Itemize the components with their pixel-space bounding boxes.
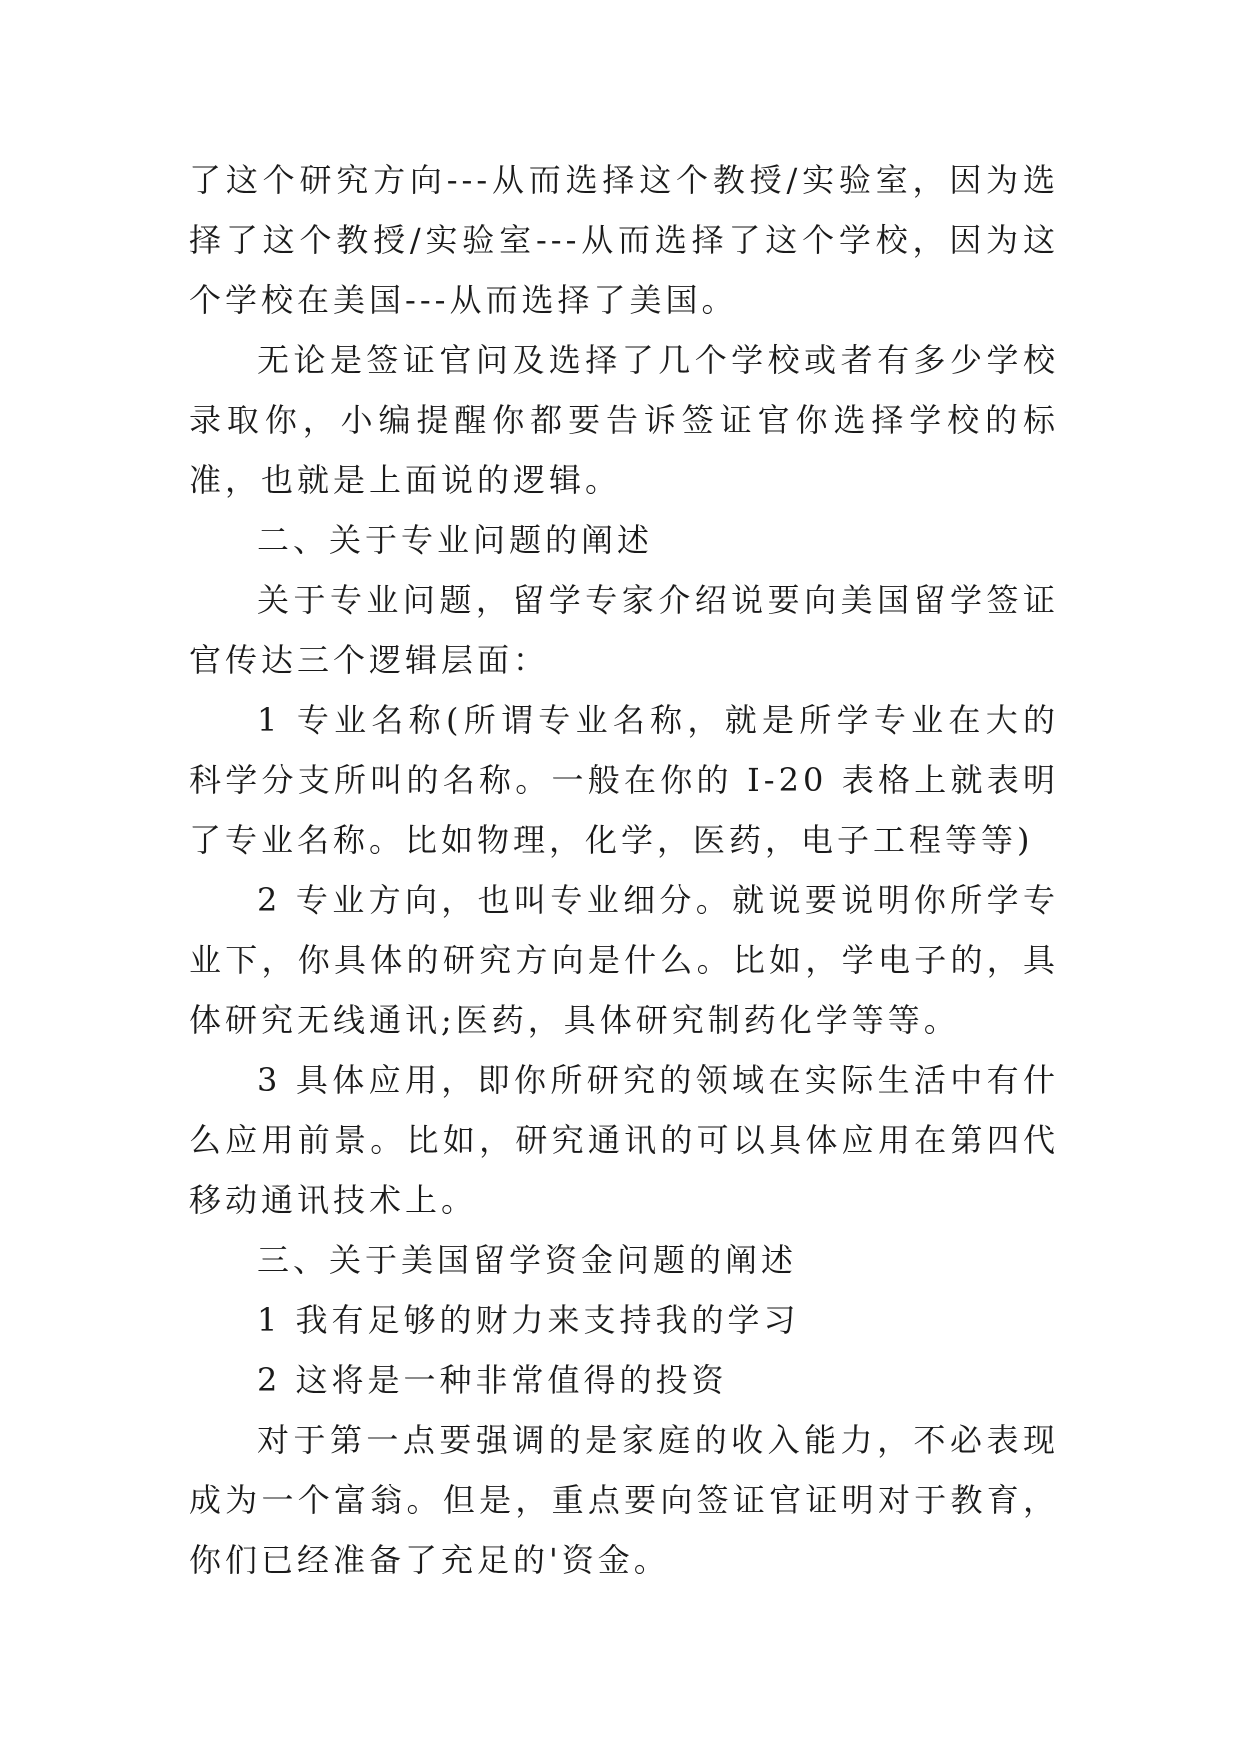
document-body (189, 150, 1059, 1590)
list-item-major-name: 1 专业名称(所谓专业名称，就是所学专业在大的科学分支所叫的名称。一般在你的 I-20 表格上就表明了专业名称。比如物理，化学，医药，电子工程等等) (189, 701, 1059, 859)
list-item-application: 3 具体应用，即你所研究的领域在实际生活中有什么应用前景。比如，研究通讯的可以具体应用在第四代移动通讯技术上。 (189, 1061, 1059, 1219)
section-heading-funding: 三、关于美国留学资金问题的阐述 (257, 1241, 798, 1279)
paragraph-funding-detail: 对于第一点要强调的是家庭的收入能力，不必表现成为一个富翁。但是，重点要向签证官证明对于教育，你们已经准备了充足的'资金。 (189, 1421, 1059, 1579)
list-item-financial-ability: 1 我有足够的财力来支持我的学习 (257, 1301, 800, 1339)
paragraph-continuation: 了这个研究方向---从而选择这个教授/实验室，因为选择了这个教授/实验室---从而选择了这个学校，因为这个学校在美国---从而选择了美国。 (189, 161, 1059, 319)
paragraph-school-criteria: 无论是签证官问及选择了几个学校或者有多少学校录取你，小编提醒你都要告诉签证官你选择学校的标准，也就是上面说的逻辑。 (189, 341, 1059, 499)
list-item-major-direction: 2 专业方向，也叫专业细分。就说要说明你所学专业下，你具体的研究方向是什么。比如，学电子的，具体研究无线通讯;医药，具体研究制药化学等等。 (189, 881, 1059, 1039)
paragraph-major-intro: 关于专业问题，留学专家介绍说要向美国留学签证官传达三个逻辑层面： (189, 581, 1059, 679)
list-item-investment: 2 这将是一种非常值得的投资 (257, 1361, 728, 1399)
section-heading-major: 二、关于专业问题的阐述 (257, 521, 654, 559)
